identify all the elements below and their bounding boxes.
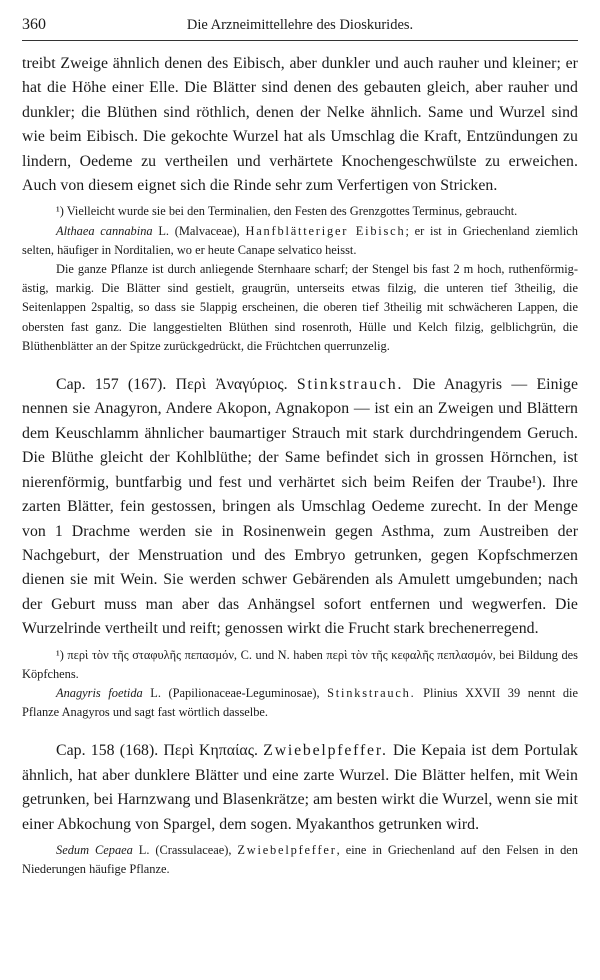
greek-heading: Περὶ Κηπαίας.	[163, 742, 259, 760]
common-name: Stinkstrauch.	[327, 685, 416, 700]
commentary-anagyris: Anagyris foetida L. (Papilionaceae-Leguminosae), Stinkstrauch. Plinius XXVII 39 nennt die Pflanze Anagyros und sagt fast wörtlich dasselbe.	[22, 685, 578, 720]
footnote-2: ¹) περὶ τὸν τῆς σταφυλῆς πεπασμόν, C. und N. haben περὶ τὸν τῆς κεφαλῆς πεπλασμόν, bei Bildung des Köpfchens.	[22, 647, 578, 681]
paragraph-continued: treibt Zweige ähnlich denen des Eibisch, aber dunkler und auch rauher und kleiner; er hat die Höhe einer Elle. Die Blätter sind denen des gebauten gleich, aber rauher und dunkler; die Blüthen sind röthlich, denen der Nelke ähnlich. Same und Wurzel sind wie beim Eibisch. Die gekochte Wurzel hat als Umschlag die Kraft, Entzündungen zu lindern, Oedeme zu vertheilen und verhärtete Knochengeschwülste zu erweichen. Auch von diesem eignet sich die Rinde sehr zum Verfertigen von Stricken.	[22, 55, 578, 195]
page-number: 360	[22, 16, 46, 33]
species-name: Anagyris foetida	[56, 685, 143, 700]
running-title: Die Arzneimittellehre des Dioskurides.	[186, 17, 414, 33]
chapter-158: Cap. 158 (168). Περὶ Κηπαίας. Zwiebelpfeffer. Die Kepaia ist dem Portulak ähnlich, hat aber dunklere Blätter und eine zarte Wurzel. Die Blätter helfen, mit Wein getrunken, bei Harnzwang und Blasenkrätze; am besten wirkt die Wurzel, wenn sie mit einer Abkochung von Spargel, dem sogen. Myakanthos getrunken wird.	[22, 742, 579, 833]
commentary-description: Die ganze Pflanze ist durch anliegende Sternhaare scharf; der Stengel bis fast 2 m hoch, ruthenförmig-ästig, markig. Die Blätter sind gestielt, graugrün, unterseits etwas filzig, die unteren tief 3theilig, die Seitenlappen 2spaltig, so dass sie 5lappig erscheinen, die oberen tief 3theilig mit schwächeren Lappen, die obersten fast ganz. Die langgestielten Blüthen sind rosenroth, Hülle und Kelch filzig, gelblichgrün, die Blüthenblätter an der Spitze zurückgedrückt, die Früchtchen querrunzelig.	[22, 262, 578, 353]
header-rule	[22, 40, 578, 41]
commentary-sedum: Sedum Cepaea L. (Crassulaceae), Zwiebelpfeffer, eine in Griechenland auf den Felsen in den Niederungen häufige Pflanze.	[22, 842, 578, 877]
chapter-label: Cap. 158 (168).	[56, 742, 164, 760]
chapter-157: Cap. 157 (167). Περὶ Ἀναγύριος. Stinkstrauch. Die Anagyris — Einige nennen sie Anagyron, Andere Akopon, Agnakopon — ist ein an Zweigen und Blättern dem Keuschlamm ähnlicher baumartiger Strauch mit stark durchdringendem Geruch. Die Blüthe gleicht der Kohlblüthe; der Same befindet sich in grossen Hörnchen, ist nierenförmig, buntfarbig und fest und verhärtet sich beim Reifen der Traube¹). Ihre zarten Blätter, fein gestossen, bringen als Umschlag Oedeme zurecht. In der Menge von 1 Drachme werden sie in Rosinenwein gegen Asthma, zum Austreiben der Nachgeburt, der Menstruation und des Embryo getrunken, gegen Kopfschmerzen dienen sie mit Wein. Sie werden schwer Gebärenden als Amulett umgebunden; nach der Geburt muss man aber das Anhängsel sofort entfernen und wegwerfen. Die Wurzelrinde vertheilt und reift; genossen wirkt die Frucht stark brechenerregend.	[22, 376, 579, 638]
species-name: Sedum Cepaea	[56, 842, 133, 857]
chapter-title: Stinkstrauch.	[296, 376, 404, 394]
footnote-1: ¹) Vielleicht wurde sie bei den Terminalien, den Festen des Grenzgottes Terminus, gebraucht.	[56, 204, 518, 219]
chapter-title: Zwiebelpfeffer.	[263, 742, 388, 760]
species-name: Althaea cannabina	[56, 223, 153, 238]
greek-heading: Περὶ Ἀναγύριος.	[175, 376, 288, 394]
common-name: Zwiebelpfeffer	[237, 842, 337, 857]
page-body	[22, 52, 578, 879]
commentary-althaea: Althaea cannabina L. (Malvaceae), Hanfblätteriger Eibisch; er ist in Griechenland ziemlich selten, häufiger in Norditalien, wo er heute Canape selvatico heisst.	[22, 223, 578, 257]
common-name: Hanfblätteriger Eibisch	[245, 223, 406, 238]
chapter-label: Cap. 157 (167).	[56, 376, 176, 394]
page-header	[22, 16, 578, 42]
